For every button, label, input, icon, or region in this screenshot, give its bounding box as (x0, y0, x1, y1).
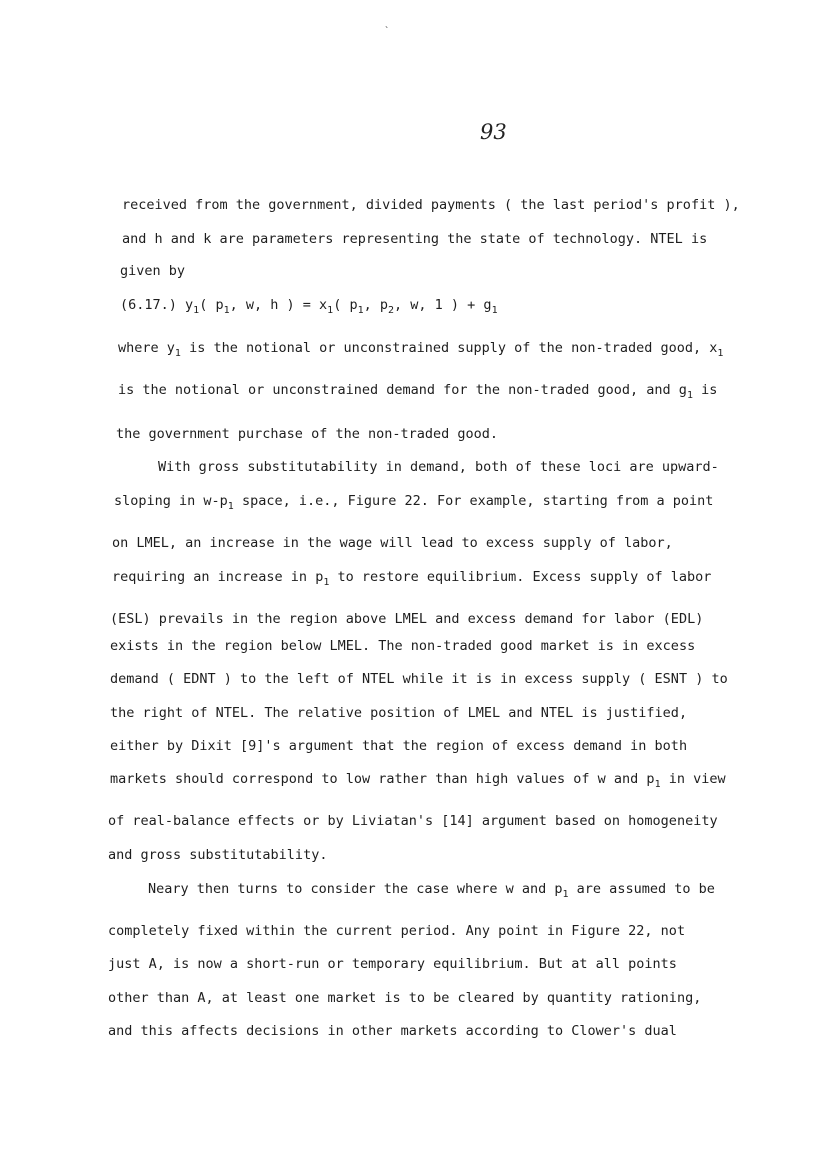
text-segment: and gross substitutability. (108, 847, 328, 863)
subscript: 1 (357, 305, 364, 316)
text-segment: received from the government, divided payments ( the last period's profit ), (122, 197, 740, 213)
text-line (110, 704, 746, 722)
subscript: 1 (227, 501, 234, 512)
subscript: 1 (174, 348, 181, 359)
subscript: 1 (193, 305, 200, 316)
text-line (118, 339, 754, 357)
text-segment: given by (120, 263, 186, 279)
text-line (148, 880, 742, 898)
text-segment: are assumed to be (568, 881, 715, 897)
text-segment: is the notional or unconstrained supply of the non-traded good, x (180, 340, 718, 356)
text-segment: in view (660, 771, 726, 787)
subscript: 1 (562, 889, 569, 900)
text-segment: is (692, 382, 718, 398)
text-segment: ( p (333, 297, 358, 313)
subscript: 1 (654, 779, 661, 790)
text-segment: either by Dixit [9]'s argument that the region of excess demand in both (110, 738, 688, 754)
text-line (108, 1022, 742, 1040)
text-segment: space, i.e., Figure 22. For example, starting from a point (233, 493, 714, 509)
text-segment: markets should correspond to low rather than high values of w and p (110, 771, 655, 787)
text-line (108, 812, 744, 830)
text-line (110, 770, 746, 788)
text-line (110, 670, 746, 688)
text-segment: completely fixed within the current period. Any point in Figure 22, not (108, 923, 686, 939)
text-segment: of real-balance effects or by Liviatan's [14] argument based on homogeneity (108, 813, 718, 829)
text-line (112, 568, 748, 586)
text-line (110, 637, 746, 655)
text-segment: (6.17.) y (120, 297, 194, 313)
text-segment: , p (363, 297, 388, 313)
text-segment: sloping in w-p (114, 493, 228, 509)
text-line (110, 737, 746, 755)
text-segment: , w, h ) = x (229, 297, 328, 313)
text-segment: to restore equilibrium. Excess supply of labor (329, 569, 712, 585)
page-number: 93 (480, 120, 507, 144)
text-line (108, 955, 742, 973)
text-segment: (ESL) prevails in the region above LMEL and excess demand for labor (EDL) (110, 611, 704, 627)
subscript: 1 (686, 390, 693, 401)
text-segment: and this affects decisions in other markets according to Clower's dual (108, 1023, 677, 1039)
subscript: 2 (388, 305, 395, 316)
text-segment: is the notional or unconstrained demand for the non-traded good, and g (118, 382, 687, 398)
text-line (116, 425, 498, 443)
text-segment: , w, 1 ) + g (394, 297, 492, 313)
text-line (108, 846, 327, 864)
text-segment: requiring an increase in p (112, 569, 324, 585)
text-segment: exists in the region below LMEL. The non-traded good market is in excess (110, 638, 696, 654)
text-segment: the government purchase of the non-traded good. (116, 426, 499, 442)
text-line (120, 262, 185, 280)
text-segment: on LMEL, an increase in the wage will lead to excess supply of labor, (112, 535, 673, 551)
text-line (122, 196, 758, 214)
text-line (158, 458, 750, 476)
text-line (108, 922, 742, 940)
text-line (110, 610, 746, 628)
subscript: 1 (327, 305, 334, 316)
subscript: 1 (491, 305, 498, 316)
text-segment: ( p (199, 297, 224, 313)
subscript: 1 (323, 577, 330, 588)
text-segment: other than A, at least one market is to be cleared by quantity rationing, (108, 990, 702, 1006)
text-line (108, 989, 742, 1007)
text-segment: With gross substitutability in demand, both of these loci are upward- (158, 459, 719, 475)
text-segment: just A, is now a short-run or temporary equilibrium. But at all points (108, 956, 677, 972)
text-segment: Neary then turns to consider the case where w and p (148, 881, 563, 897)
text-line (114, 492, 750, 510)
equation-6-17 (120, 296, 498, 314)
text-segment: where y (118, 340, 175, 356)
text-segment: the right of NTEL. The relative position of LMEL and NTEL is justified, (110, 705, 688, 721)
scan-mark: ` (384, 26, 391, 37)
subscript: 1 (223, 305, 230, 316)
text-segment: demand ( EDNT ) to the left of NTEL while it is in excess supply ( ESNT ) to (110, 671, 728, 687)
text-segment: and h and k are parameters representing the state of technology. NTEL is (122, 231, 708, 247)
text-line (118, 381, 754, 399)
text-line (112, 534, 748, 552)
subscript: 1 (717, 348, 724, 359)
text-line (122, 230, 758, 248)
